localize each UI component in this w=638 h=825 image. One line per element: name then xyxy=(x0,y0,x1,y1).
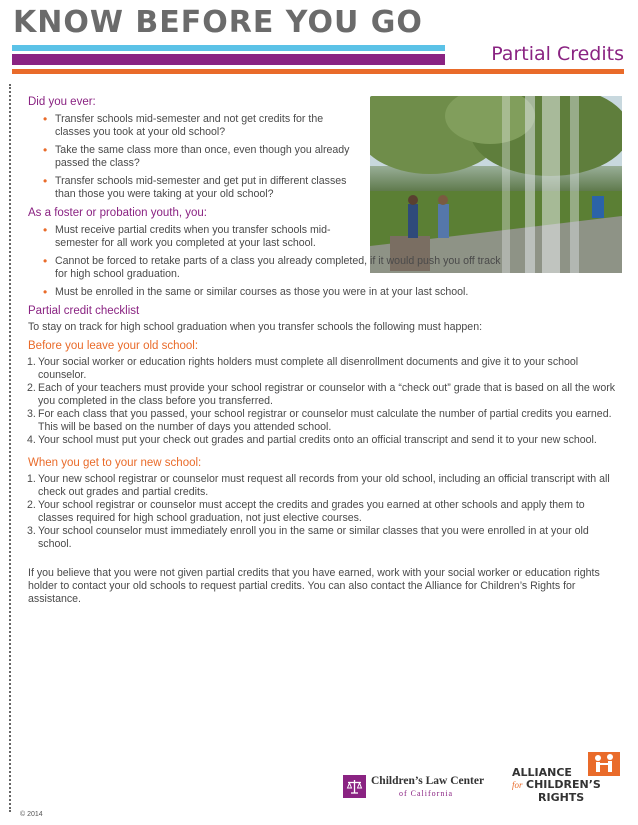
list-item: • Take the same class more than once, even though you already passed the class? xyxy=(43,144,358,170)
alliance-childrens-rights-logo xyxy=(508,748,628,804)
list-item: • Must be enrolled in the same or similar courses as those you were in at your last school. xyxy=(43,286,603,299)
did-you-ever-heading: Did you ever: xyxy=(28,96,96,108)
checklist-title: Partial credit checklist xyxy=(28,305,140,317)
logo1-name: Children’s Law Center xyxy=(371,775,485,787)
step-number: 3. xyxy=(27,408,36,420)
step-text: Your new school registrar or counselor must request all records from your old school, including an official transcript with all check out grades and partial credits. xyxy=(38,473,610,498)
left-dotted-border xyxy=(9,84,11,812)
main-content xyxy=(28,96,618,606)
step-item xyxy=(28,473,618,499)
checklist-intro: To stay on track for high school graduation when you transfer schools the following must happen: xyxy=(28,321,483,333)
step-text: Your school registrar or counselor must accept the credits and grades you earned at other schools and apply them to classes required for high school graduation, not just elective courses. xyxy=(38,499,585,524)
after-steps xyxy=(28,473,618,551)
header-purple-bar xyxy=(12,54,445,65)
step-text: Each of your teachers must provide your school registrar or counselor with a “check out” grade that is based on all the work you completed in the class before you transferred. xyxy=(38,382,616,407)
after-heading: When you get to your new school: xyxy=(28,457,202,469)
scales-of-justice-icon xyxy=(343,775,366,798)
list-item xyxy=(43,224,603,250)
step-item xyxy=(28,525,618,551)
childrens-law-center-logo xyxy=(343,772,503,802)
page-title: KNOW BEFORE YOU GO xyxy=(13,5,423,40)
step-item xyxy=(28,499,618,525)
step-item xyxy=(28,356,618,382)
step-text: Your social worker or education rights holders must complete all disenrollment documents and give it to your school counselor. xyxy=(38,356,579,381)
children-figures-icon xyxy=(588,748,620,778)
header-orange-bar xyxy=(12,69,624,74)
step-item xyxy=(28,408,618,434)
step-number: 1. xyxy=(27,356,36,368)
did-you-ever-list xyxy=(43,113,358,201)
step-number: 2. xyxy=(27,499,36,511)
closing-paragraph: If you believe that you were not given partial credits that you have earned, work with your social worker or education rights holder to contact your old schools to request partial credits. You can also contact the Alliance for Children’s Rights for assistance. xyxy=(28,567,600,605)
step-number: 2. xyxy=(27,382,36,394)
foster-heading: As a foster or probation youth, you: xyxy=(28,207,207,219)
foster-list xyxy=(43,224,603,299)
step-item xyxy=(28,382,618,408)
step-number: 4. xyxy=(27,434,36,446)
logo2-word-rights: RIGHTS xyxy=(538,791,585,804)
copyright-text: © 2014 xyxy=(20,811,43,818)
logo2-word-for: for xyxy=(512,780,523,790)
step-text: Your school counselor must immediately enroll you in the same or similar classes that you were enrolled in at your old school. xyxy=(38,525,589,550)
step-item xyxy=(28,434,618,447)
step-number: 3. xyxy=(27,525,36,537)
before-steps xyxy=(28,356,618,447)
logo2-word-alliance: ALLIANCE xyxy=(512,766,572,779)
before-heading: Before you leave your old school: xyxy=(28,340,199,352)
header-blue-bar xyxy=(12,45,445,51)
page-subtitle: Partial Credits xyxy=(491,43,624,65)
list-item: • Cannot be forced to retake parts of a class you already completed, if it would push you off track for high school graduation. xyxy=(43,255,503,281)
list-item: • Transfer schools mid-semester and not get credits for the classes you took at your old school? xyxy=(43,113,358,139)
step-number: 1. xyxy=(27,473,36,485)
list-item-text: • Must receive partial credits when you transfer schools mid-semester for all work you completed at your last school. xyxy=(55,224,331,249)
step-text: For each class that you passed, your school registrar or counselor must calculate the number of partial credits you earned. This will be based on the number of days you attended school. xyxy=(38,408,612,433)
list-item: • Transfer schools mid-semester and get put in different classes than those you were taking at your old school? xyxy=(43,175,358,201)
logo2-word-childrens: CHILDREN’S xyxy=(526,778,601,791)
step-text: Your school must put your check out grades and partial credits onto an official transcript and send it to your new school. xyxy=(38,434,597,446)
logo1-region: of California xyxy=(399,789,454,798)
